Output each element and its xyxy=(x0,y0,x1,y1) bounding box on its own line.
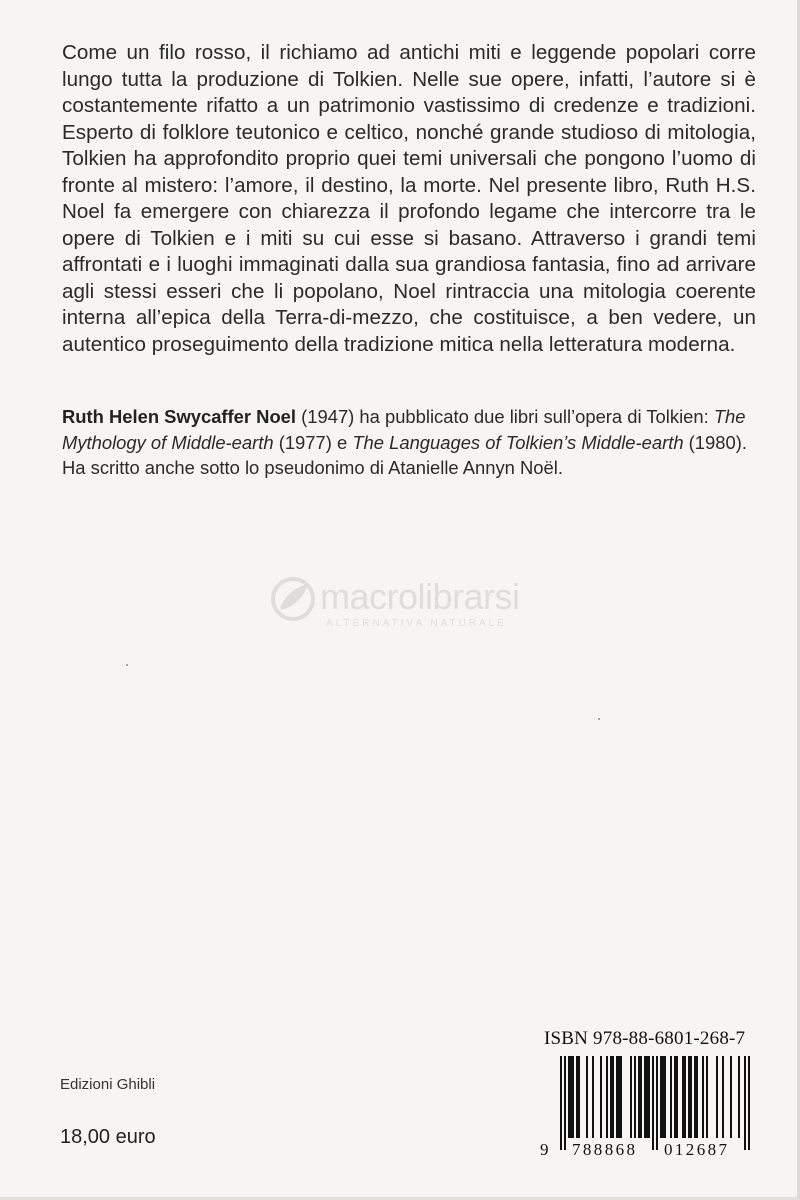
paper-speck xyxy=(598,718,600,720)
barcode-bar xyxy=(640,1056,642,1138)
barcode-right-digits: 012687 xyxy=(664,1140,730,1158)
barcode-bar xyxy=(620,1056,622,1138)
bio-text-1: (1947) ha pubblicato due libri sull’opera di Tolkien: xyxy=(296,406,714,427)
leaf-logo-icon xyxy=(268,574,318,624)
barcode xyxy=(538,1056,762,1158)
isbn-block xyxy=(538,1024,762,1160)
barcode-bar xyxy=(682,1056,684,1138)
barcode-bar xyxy=(638,1056,640,1138)
publisher-name: Edizioni Ghibli xyxy=(60,1076,156,1093)
barcode-bar xyxy=(646,1056,648,1138)
barcode-bar xyxy=(630,1056,632,1138)
barcode-bar xyxy=(684,1056,686,1138)
barcode-bar xyxy=(610,1056,612,1138)
author-name: Ruth Helen Swycaffer Noel xyxy=(62,406,297,427)
watermark-tagline: ALTERNATIVA NATURALE xyxy=(326,618,507,629)
barcode-bar xyxy=(644,1056,646,1138)
book-title-1: The Mythology of Middle-earth xyxy=(62,406,746,453)
barcode-bar xyxy=(592,1056,594,1138)
paper-speck xyxy=(126,664,128,666)
barcode-bar xyxy=(670,1056,672,1138)
barcode-bar xyxy=(606,1056,608,1138)
barcode-bar xyxy=(730,1056,732,1138)
barcode-bar xyxy=(722,1056,724,1138)
barcode-bar xyxy=(688,1056,690,1138)
barcode-bar xyxy=(576,1056,578,1138)
barcode-guard-bar xyxy=(652,1056,654,1150)
barcode-guard-bar xyxy=(748,1056,750,1150)
barcode-bar xyxy=(612,1056,614,1138)
barcode-bar xyxy=(674,1056,676,1138)
barcode-bar xyxy=(634,1056,636,1138)
barcode-bar xyxy=(696,1056,698,1138)
barcode-bar xyxy=(676,1056,678,1138)
isbn-label: ISBN 978-88-6801-268-7 xyxy=(544,1028,746,1049)
barcode-bar xyxy=(600,1056,602,1138)
price: 18,00 euro xyxy=(60,1126,156,1148)
barcode-bar xyxy=(706,1056,708,1138)
barcode-bar xyxy=(664,1056,666,1138)
barcode-guard-bar xyxy=(564,1056,566,1150)
barcode-bar xyxy=(738,1056,740,1138)
barcode-guard-bar xyxy=(656,1056,658,1150)
barcode-bar xyxy=(618,1056,620,1138)
barcode-bar xyxy=(572,1056,574,1138)
barcode-bar xyxy=(568,1056,570,1138)
bio-text-3: (1980). Ha scritto anche sotto lo pseudonimo di Atanielle Annyn Noël. xyxy=(62,431,747,478)
barcode-bar xyxy=(662,1056,664,1138)
barcode-bar xyxy=(702,1056,704,1138)
book-title-2: The Languages of Tolkien’s Middle-earth xyxy=(352,431,684,453)
watermark-brand: macrolibrarsi xyxy=(320,576,520,617)
barcode-bar xyxy=(690,1056,692,1138)
bio-text-2: (1977) e xyxy=(273,431,353,453)
barcode-lead-digit: 9 xyxy=(540,1140,549,1158)
barcode-bar xyxy=(616,1056,618,1138)
barcode-bar xyxy=(694,1056,696,1138)
author-bio xyxy=(62,404,756,481)
barcode-bar xyxy=(586,1056,588,1138)
barcode-guard-bar xyxy=(560,1056,562,1150)
barcode-bar xyxy=(570,1056,572,1138)
watermark xyxy=(268,572,568,642)
barcode-guard-bar xyxy=(744,1056,746,1150)
barcode-bar xyxy=(660,1056,662,1138)
barcode-bar xyxy=(716,1056,718,1138)
barcode-bar xyxy=(648,1056,650,1138)
barcode-bar xyxy=(578,1056,580,1138)
blurb-paragraph: Come un filo rosso, il richiamo ad antichi miti e leggende popolari corre lungo tutta la produzione di Tolkien. Nelle sue opere, infatti, l’autore si è costantemente rifatto a un patrimonio vastissimo di credenze e tradizioni. Esperto di folklore teutonico e celtico, nonché grande studioso di mitologia, Tolkien ha approfondito proprio quei temi universali che pongono l’uomo di fronte al mistero: l’amore, il destino, la morte. Nel presente libro, Ruth H.S. Noel fa emergere con chiarezza il profondo legame che intercorre tra le opere di Tolkien e i miti su cui esse si basano. Attraverso i grandi temi affrontati e i luoghi immaginati dalla sua grandiosa fantasia, fino ad arrivare agli stessi esseri che li popolano, Noel rintraccia una mitologia coerente interna all’epica della Terra-di-mezzo, che costituisce, a ben vedere, un autentico proseguimento della tradizione mitica nella letteratura moderna. xyxy=(62,41,756,356)
barcode-left-digits: 788868 xyxy=(572,1140,638,1158)
